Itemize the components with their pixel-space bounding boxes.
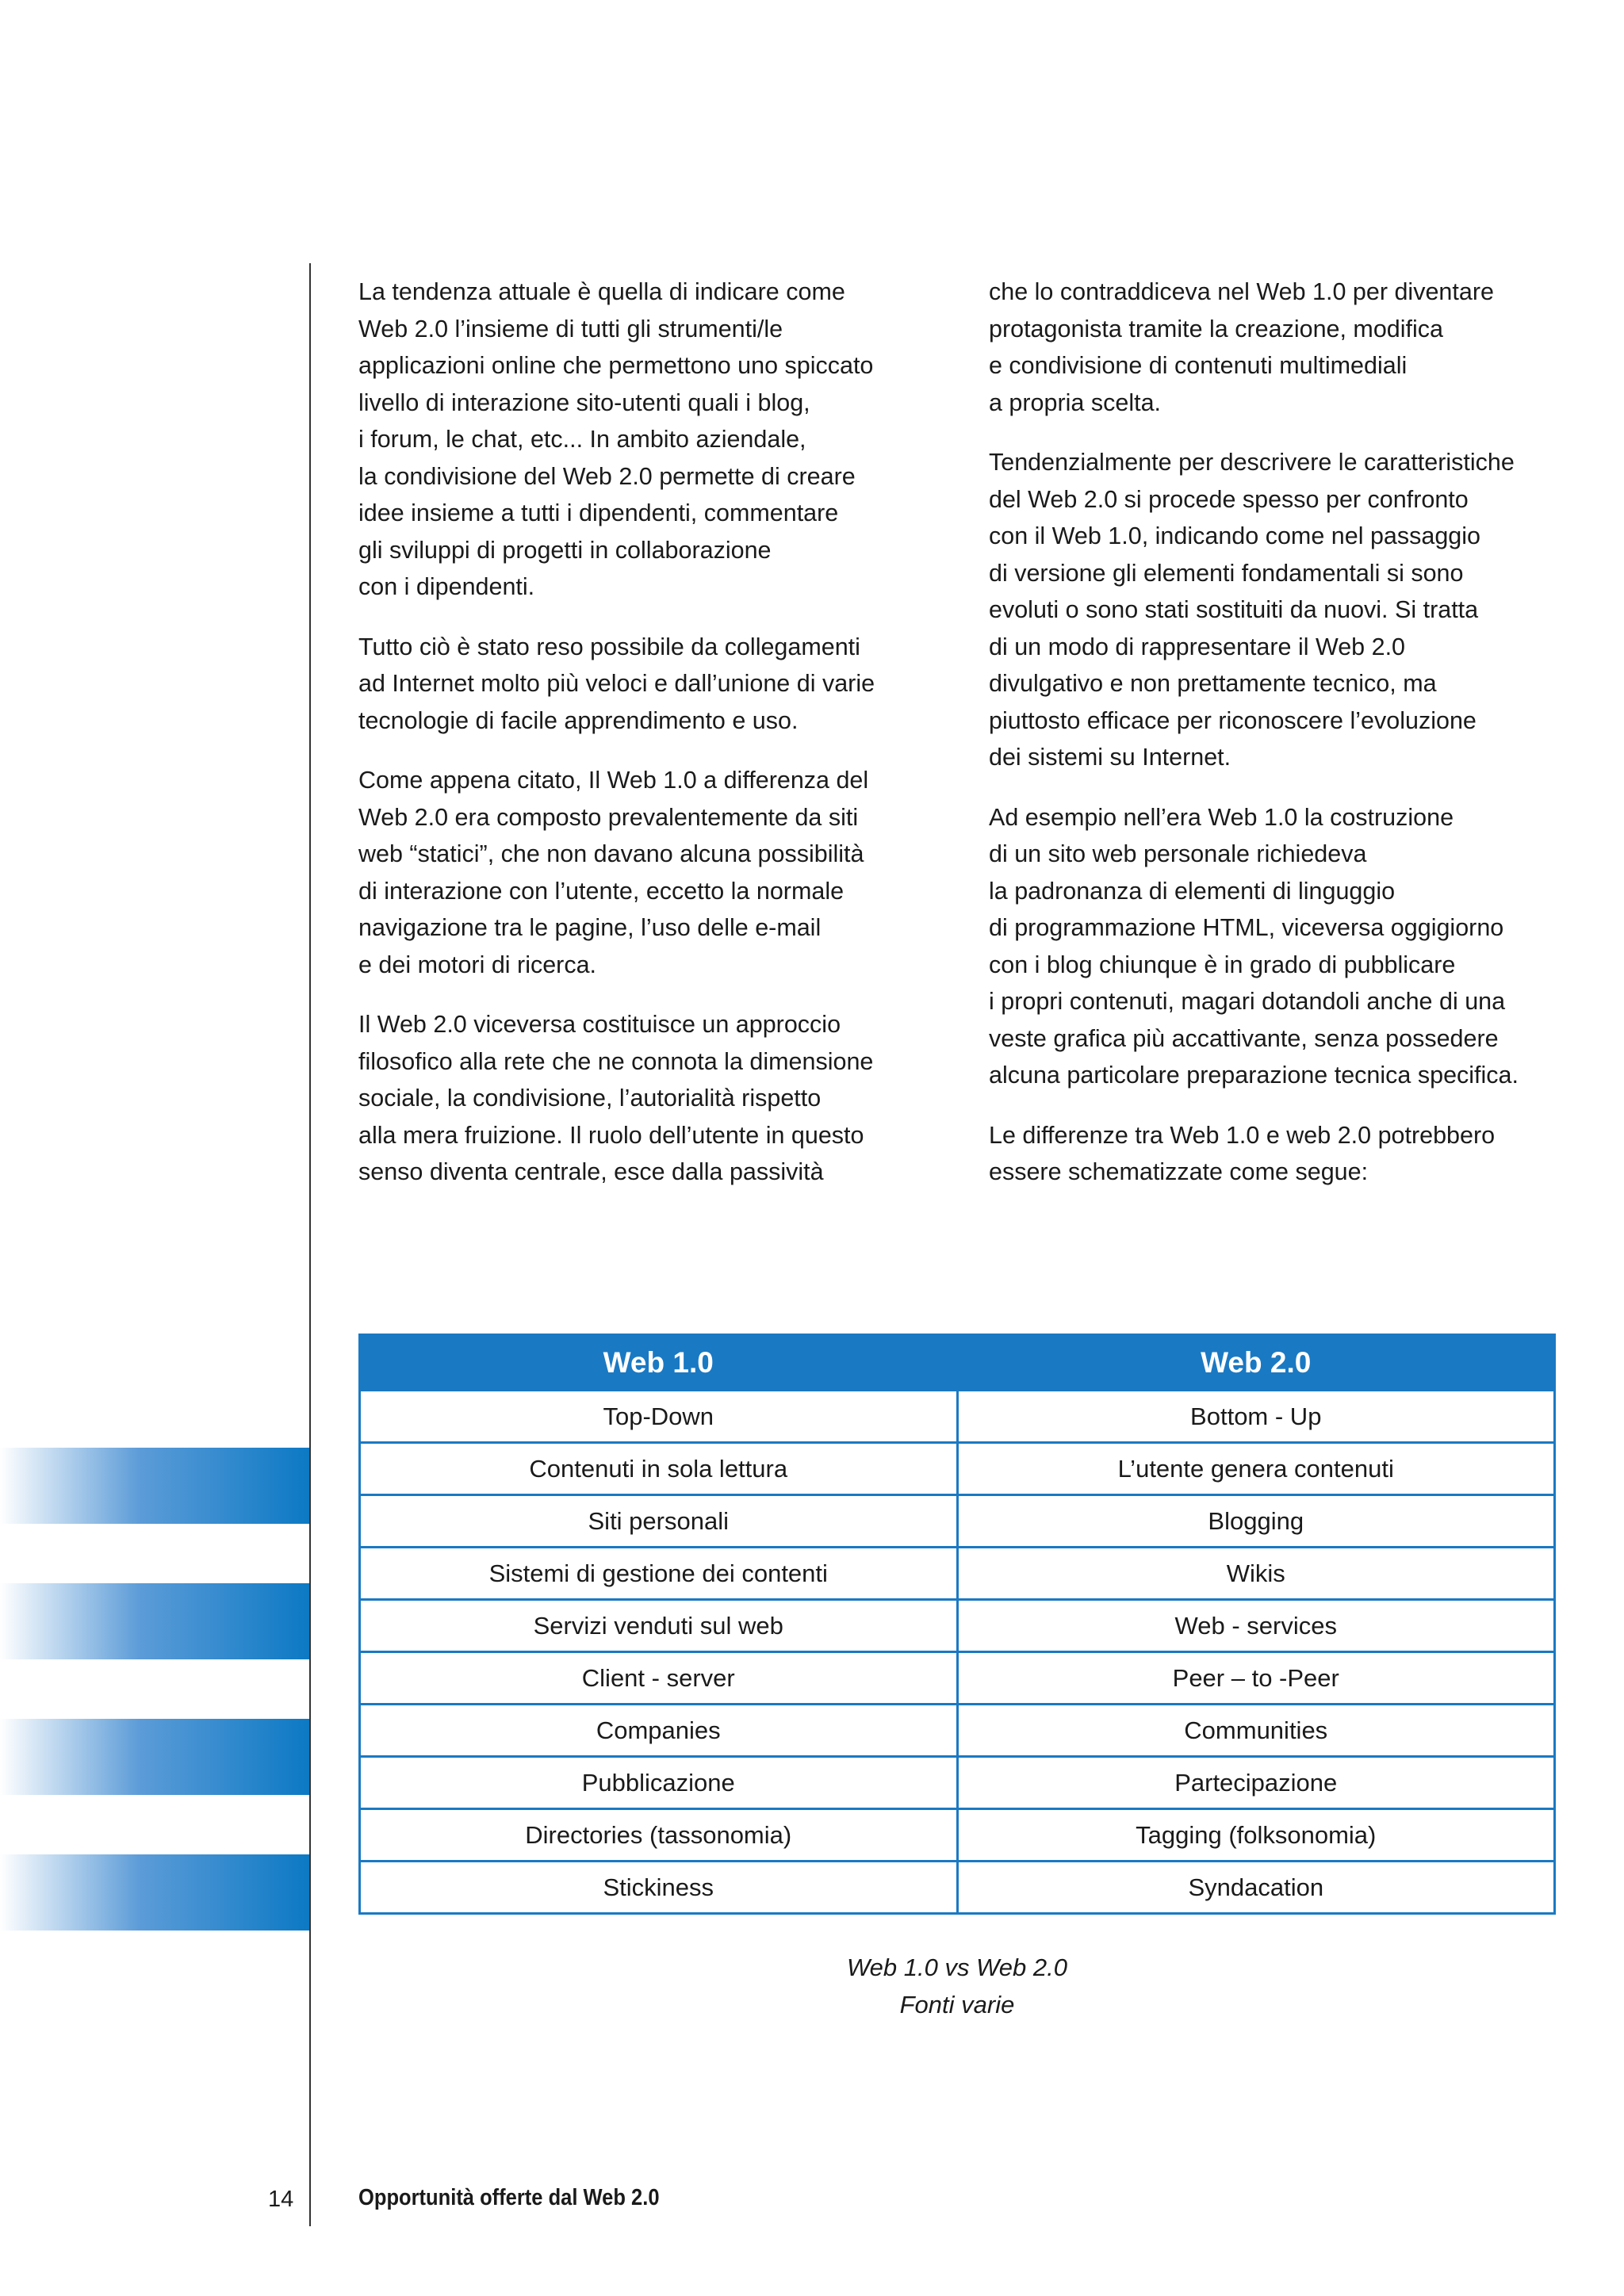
body-column-left (358, 274, 969, 1214)
table-row (360, 1705, 1555, 1757)
table-cell: Partecipazione (957, 1757, 1555, 1809)
paragraph: Tutto ciò è stato reso possibile da collegamenti ad Internet molto più veloci e dall’unione di varie tecnologie di facile apprendimento e uso. (358, 633, 875, 734)
paragraph: Ad esempio nell’era Web 1.0 la costruzione di un sito web personale richiedeva la padronanza di elementi di linguggio di programmazione HTML, viceversa oggigiorno con i blog chiunque è in grado di pubblicare i propri contenuti, magari dotandoli anche di una veste grafica più accattivante, senza possedere alcuna particolare preparazione tecnica specifica. (989, 803, 1519, 1089)
table-row (360, 1600, 1555, 1652)
table-row (360, 1443, 1555, 1495)
table-cell: Companies (360, 1705, 958, 1757)
table-row (360, 1862, 1555, 1914)
paragraph: La tendenza attuale è quella di indicare come Web 2.0 l’insieme di tutti gli strumenti/le applicazioni online che permettono uno spiccato livello di interazione sito-utenti quali i blog, i forum, le chat, etc... In ambito aziendale, la condivisione del Web 2.0 permette di creare idee insieme a tutti i dipendenti, commentare gli sviluppi di progetti in collaborazione con i dipendenti. (358, 278, 874, 600)
table-cell: Stickiness (360, 1862, 958, 1914)
paragraph: Il Web 2.0 viceversa costituisce un approccio filosofico alla rete che ne connota la dimensione sociale, la condivisione, l’autorialità rispetto alla mera fruizione. Il ruolo dell’utente in questo senso diventa centrale, esce dalla passività (358, 1011, 874, 1185)
table-cell: Syndacation (957, 1862, 1555, 1914)
table-cell: Web - services (957, 1600, 1555, 1652)
paragraph: che lo contraddiceva nel Web 1.0 per diventare protagonista tramite la creazione, modifica e condivisione di contenuti multimediali a propria scelta. (989, 278, 1494, 416)
table-header-web2: Web 2.0 (957, 1335, 1555, 1391)
table-row (360, 1757, 1555, 1809)
table-row (360, 1652, 1555, 1705)
table-cell: Blogging (957, 1495, 1555, 1548)
paragraph: Le differenze tra Web 1.0 e web 2.0 potrebbero essere schematizzate come segue: (989, 1121, 1496, 1185)
paragraph: Come appena citato, Il Web 1.0 a differenza del Web 2.0 era composto prevalentemente da siti web “statici”, che non davano alcuna possibilità di interazione con l’utente, eccetto la normale navigazione tra le pagine, l’uso delle e-mail e dei motori di ricerca. (358, 767, 869, 978)
table-header-row (360, 1335, 1555, 1391)
table-row (360, 1548, 1555, 1600)
decorative-gradient-bar (0, 1719, 309, 1795)
table-cell: Directories (tassonomia) (360, 1809, 958, 1862)
table-cell: Bottom - Up (957, 1391, 1555, 1443)
table-header-web1: Web 1.0 (360, 1335, 958, 1391)
table-row (360, 1391, 1555, 1443)
table-cell: Peer – to -Peer (957, 1652, 1555, 1705)
caption-title: Web 1.0 vs Web 2.0 (846, 1954, 1067, 1981)
table-row (360, 1809, 1555, 1862)
body-column-right (989, 274, 1599, 1214)
caption-source: Fonti varie (899, 1991, 1015, 2019)
page-number: 14 (268, 2187, 294, 2212)
table-cell: Wikis (957, 1548, 1555, 1600)
table-caption (358, 1949, 1556, 2023)
decorative-gradient-bar (0, 1583, 309, 1659)
margin-rule (309, 263, 311, 2226)
table-cell: Servizi venduti sul web (360, 1600, 958, 1652)
table-cell: Contenuti in sola lettura (360, 1443, 958, 1495)
table-cell: Sistemi di gestione dei contenti (360, 1548, 958, 1600)
table-cell: Communities (957, 1705, 1555, 1757)
running-footer-title: Opportunità offerte dal Web 2.0 (358, 2185, 660, 2210)
comparison-table (358, 1334, 1556, 1915)
table-cell: Siti personali (360, 1495, 958, 1548)
table-row (360, 1495, 1555, 1548)
table-cell: L’utente genera contenuti (957, 1443, 1555, 1495)
decorative-gradient-bar (0, 1854, 309, 1931)
paragraph: Tendenzialmente per descrivere le caratteristiche del Web 2.0 si procede spesso per confronto con il Web 1.0, indicando come nel passaggio di versione gli elementi fondamentali si sono evoluti o sono stati sostituiti da nuovi. Si tratta di un modo di rappresentare il Web 2.0 divulgativo e non prettamente tecnico, ma piuttosto efficace per riconoscere l’evoluzione dei sistemi su Internet. (989, 449, 1515, 771)
table-cell: Tagging (folksonomia) (957, 1809, 1555, 1862)
table-cell: Top-Down (360, 1391, 958, 1443)
table-cell: Pubblicazione (360, 1757, 958, 1809)
decorative-gradient-bar (0, 1448, 309, 1524)
table-cell: Client - server (360, 1652, 958, 1705)
